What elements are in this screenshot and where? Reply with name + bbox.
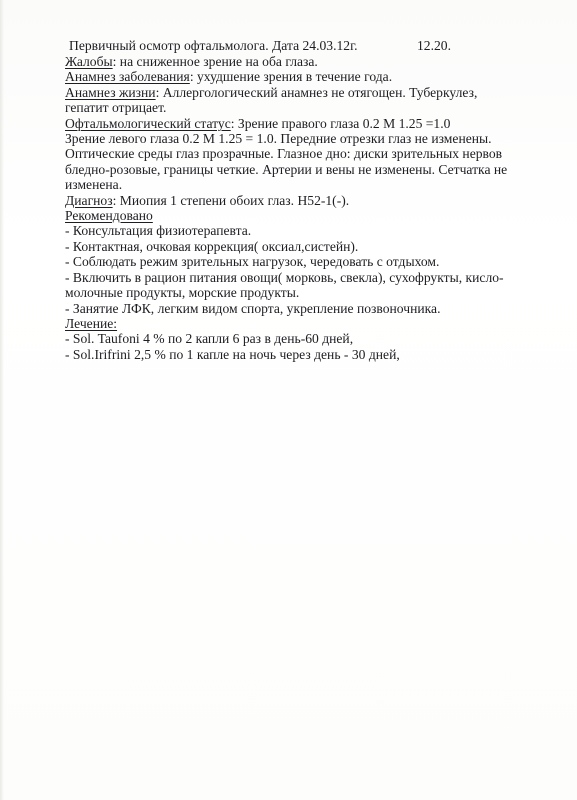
- recommendation-item-continued: молочные продукты, морские продукты.: [65, 285, 300, 301]
- anamnesis-disease-label: Анамнез заболевания: [65, 69, 190, 85]
- ophthalmic-status-line-2: Зрение левого глаза 0.2 M 1.25 = 1.0. Передние отрезки глаз не изменены.: [65, 131, 492, 147]
- ophthalmic-status-line-1: [65, 116, 565, 131]
- document-header: [65, 38, 565, 54]
- anamnesis-life-label: Анамнез жизни: [65, 84, 156, 100]
- recommendations-label: Рекомендовано: [65, 208, 153, 224]
- exam-time: 12.20.: [417, 38, 451, 53]
- medical-document: [65, 38, 565, 362]
- ophthalmic-status-text-1: : Зрение правого глаза 0.2 M 1.25 =1.0: [230, 115, 451, 131]
- recommendation-item: - Соблюдать режим зрительных нагрузок, чередовать с отдыхом.: [65, 254, 440, 270]
- recommendations-heading: [65, 208, 565, 223]
- ophthalmic-status-line-5: изменена.: [65, 177, 123, 193]
- diagnosis-text: : Миопия 1 степени обоих глаз. H52-1(-).: [112, 192, 350, 208]
- ophthalmic-status-line-4: бледно-розовые, границы четкие. Артерии и вены не изменены. Сетчатка не: [65, 161, 508, 177]
- recommendation-item: - Включить в рацион питания овощи( морковь, свекла), сухофрукты, кисло-: [65, 269, 504, 285]
- ophthalmic-status-line-3: Оптические среды глаз прозрачные. Глазное дно: диски зрительных нервов: [65, 146, 503, 162]
- anamnesis-disease-line: [65, 69, 565, 84]
- diagnosis-line: [65, 193, 565, 208]
- scan-edge-shadow: [0, 0, 4, 800]
- treatment-item: - Sol.Irifrini 2,5 % по 1 капле на ночь через день - 30 дней,: [65, 346, 400, 362]
- document-title: Первичный осмотр офтальмолога. Дата 24.03.12г.: [69, 38, 358, 53]
- anamnesis-life-line-2: гепатит отрицает.: [65, 100, 167, 116]
- complaints-text: : на сниженное зрение на оба глаза.: [112, 54, 318, 69]
- complaints-line: [65, 54, 565, 69]
- treatment-heading: [65, 316, 565, 331]
- recommendation-item: - Контактная, очковая коррекция( оксиал,систейн).: [65, 238, 359, 254]
- treatment-item: - Sol. Taufoni 4 % по 2 капли 6 раз в день-60 дней,: [65, 331, 354, 347]
- diagnosis-label: Диагноз: [65, 192, 113, 208]
- recommendation-item: - Консультация физиотерапевта.: [65, 223, 252, 239]
- anamnesis-life-line-1: [65, 85, 565, 100]
- ophthalmic-status-label: Офтальмологический статус: [65, 115, 231, 131]
- anamnesis-disease-text: : ухудшение зрения в течение года.: [189, 69, 393, 85]
- treatment-label: Лечение:: [65, 315, 118, 331]
- anamnesis-life-text-1: : Аллергологический анамнез не отягощен. Туберкулез,: [155, 84, 478, 100]
- recommendation-item: - Занятие ЛФК, легким видом спорта, укрепление позвоночника.: [65, 300, 441, 316]
- complaints-label: Жалобы: [65, 54, 113, 69]
